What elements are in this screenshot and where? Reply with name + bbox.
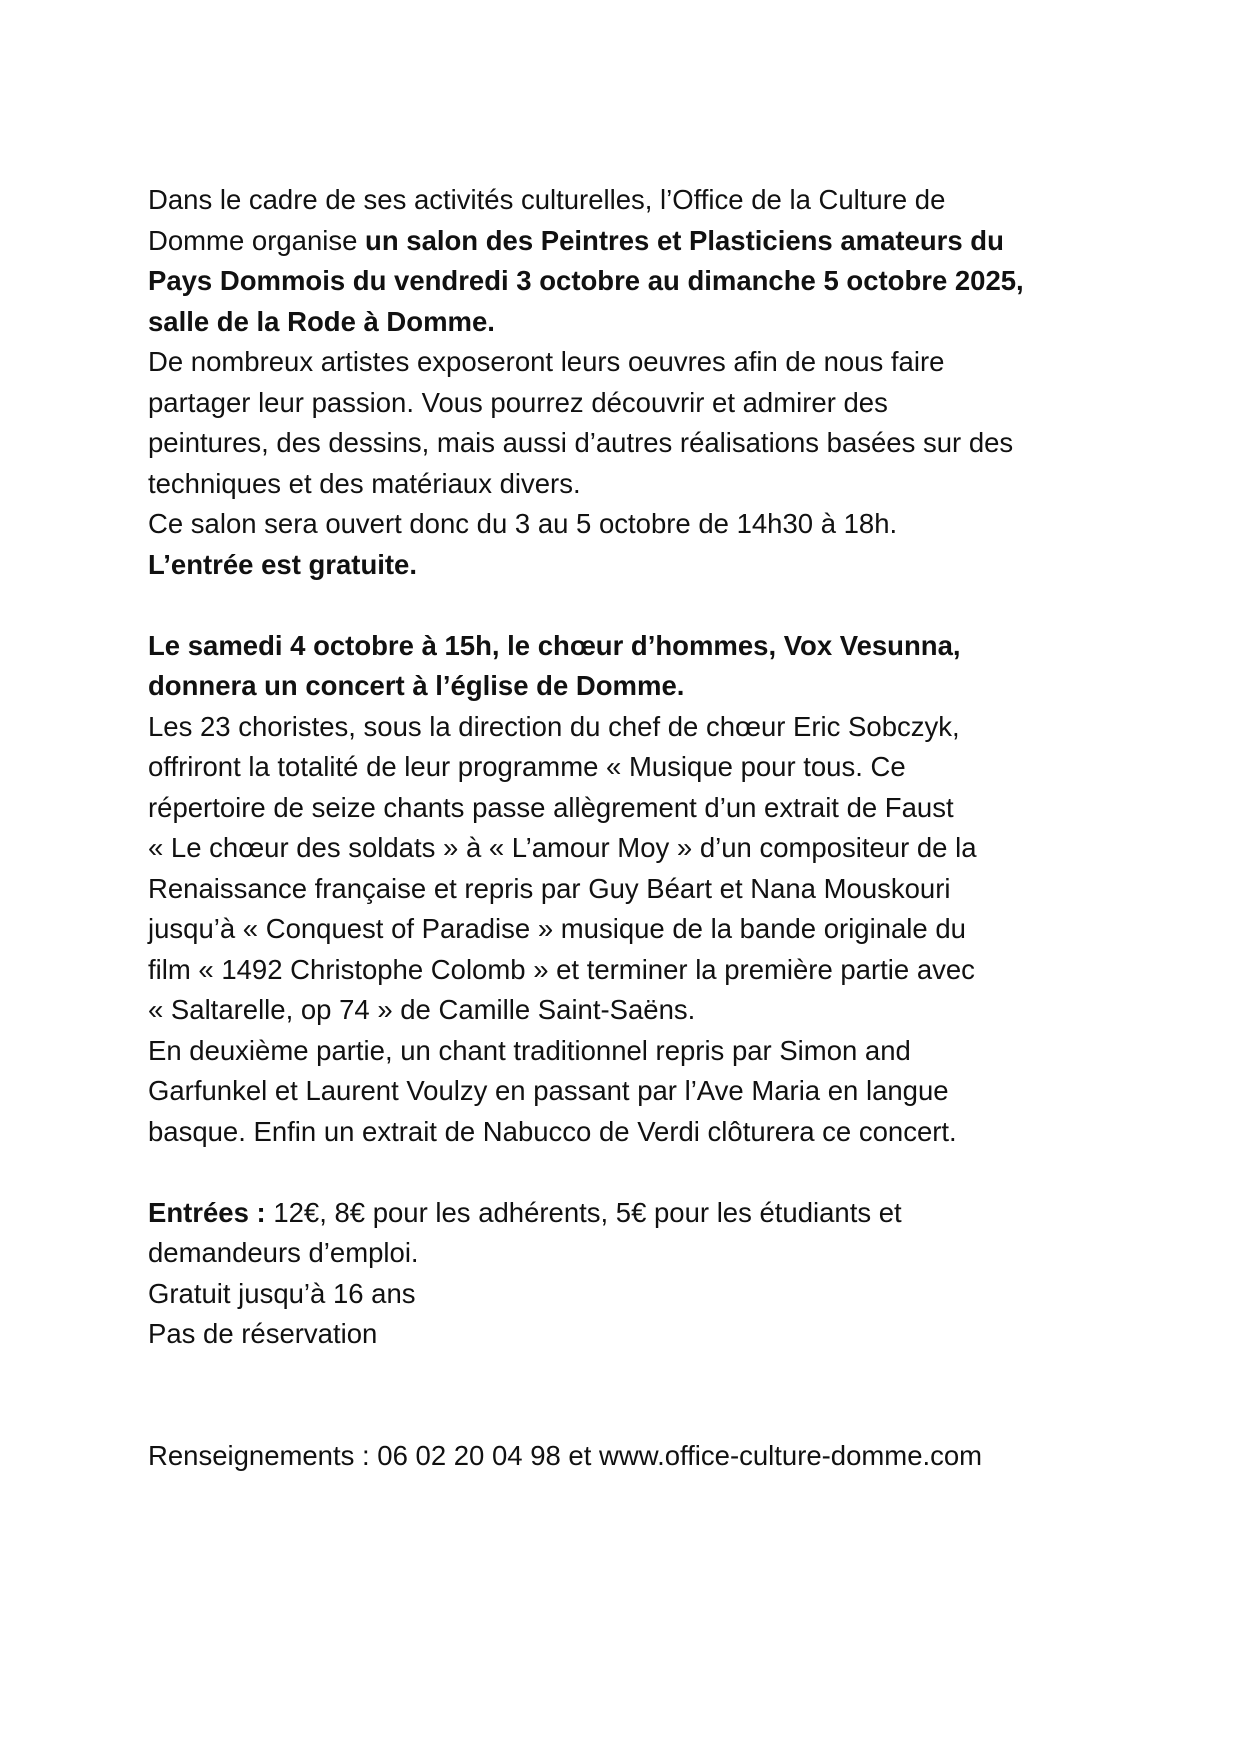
- spacer: [148, 1152, 1108, 1193]
- tickets-no-reservation: Pas de réservation: [148, 1318, 378, 1349]
- salon-description-line: partager leur passion. Vous pourrez découvrir et admirer des: [148, 386, 888, 418]
- salon-title-bold: un salon des Peintres et Plasticiens amateurs du: [365, 224, 1004, 256]
- concert-description-line: répertoire de seize chants passe allègrement d’un extrait de Faust: [148, 791, 954, 823]
- tickets-prices-line: demandeurs d’emploi.: [148, 1237, 419, 1268]
- concert-description-line: jusqu’à « Conquest of Paradise » musique de la bande originale du: [148, 913, 966, 944]
- salon-description-line: peintures, des dessins, mais aussi d’autres réalisations basées sur des: [148, 427, 1014, 458]
- concert-description-line: « Saltarelle, op 74 » de Camille Saint-Saëns.: [148, 994, 696, 1025]
- salon-description-line: De nombreux artistes exposeront leurs oeuvres afin de nous faire: [148, 346, 945, 377]
- concert-heading-line: Le samedi 4 octobre à 15h, le chœur d’hommes, Vox Vesunna,: [148, 629, 961, 661]
- salon-venue-line: salle de la Rode à Domme.: [148, 305, 495, 337]
- info-section: [148, 1436, 1108, 1477]
- spacer: [148, 1355, 1108, 1436]
- tickets-label: Entrées :: [148, 1196, 266, 1228]
- tickets-section: [148, 1193, 1108, 1355]
- salon-description-line: techniques et des matériaux divers.: [148, 467, 581, 499]
- concert-description-line: basque. Enfin un extrait de Nabucco de Verdi clôturera ce concert.: [148, 1115, 957, 1147]
- salon-intro-line: Dans le cadre de ses activités culturelles, l’Office de la Culture de: [148, 184, 946, 215]
- salon-organizer-text: Domme organise: [148, 224, 366, 256]
- concert-description-line: offriront la totalité de leur programme « Musique pour tous. Ce: [148, 751, 906, 782]
- concert-description-line: « Le chœur des soldats » à « L’amour Moy » d’un compositeur de la: [148, 832, 977, 863]
- concert-heading-line: donnera un concert à l’église de Domme.: [148, 670, 685, 701]
- salon-section: [148, 180, 1108, 585]
- contact-info-line: Renseignements : 06 02 20 04 98 et www.office-culture-domme.com: [148, 1439, 983, 1471]
- concert-section: [148, 626, 1108, 1153]
- concert-description-line: Renaissance française et repris par Guy Béart et Nana Mouskouri: [148, 872, 951, 904]
- document-body: [148, 180, 1108, 1476]
- concert-description-line: Garfunkel et Laurent Voulzy en passant par l’Ave Maria en langue: [148, 1075, 949, 1106]
- concert-description-line: En deuxième partie, un chant traditionnel repris par Simon and: [148, 1034, 911, 1066]
- tickets-free-age: Gratuit jusqu’à 16 ans: [148, 1277, 416, 1309]
- spacer: [148, 585, 1108, 626]
- salon-dates-line: Pays Dommois du vendredi 3 octobre au dimanche 5 octobre 2025,: [148, 265, 1024, 296]
- concert-description-line: film « 1492 Christophe Colomb » et terminer la première partie avec: [148, 953, 975, 985]
- salon-hours-line: Ce salon sera ouvert donc du 3 au 5 octobre de 14h30 à 18h.: [148, 508, 898, 539]
- tickets-prices-line: [148, 1193, 1108, 1234]
- salon-free-entry: L’entrée est gratuite.: [148, 548, 417, 580]
- salon-title-line: [148, 221, 1108, 262]
- concert-description-line: Les 23 choristes, sous la direction du chef de chœur Eric Sobczyk,: [148, 710, 960, 742]
- tickets-prices: 12€, 8€ pour les adhérents, 5€ pour les étudiants et: [265, 1196, 902, 1228]
